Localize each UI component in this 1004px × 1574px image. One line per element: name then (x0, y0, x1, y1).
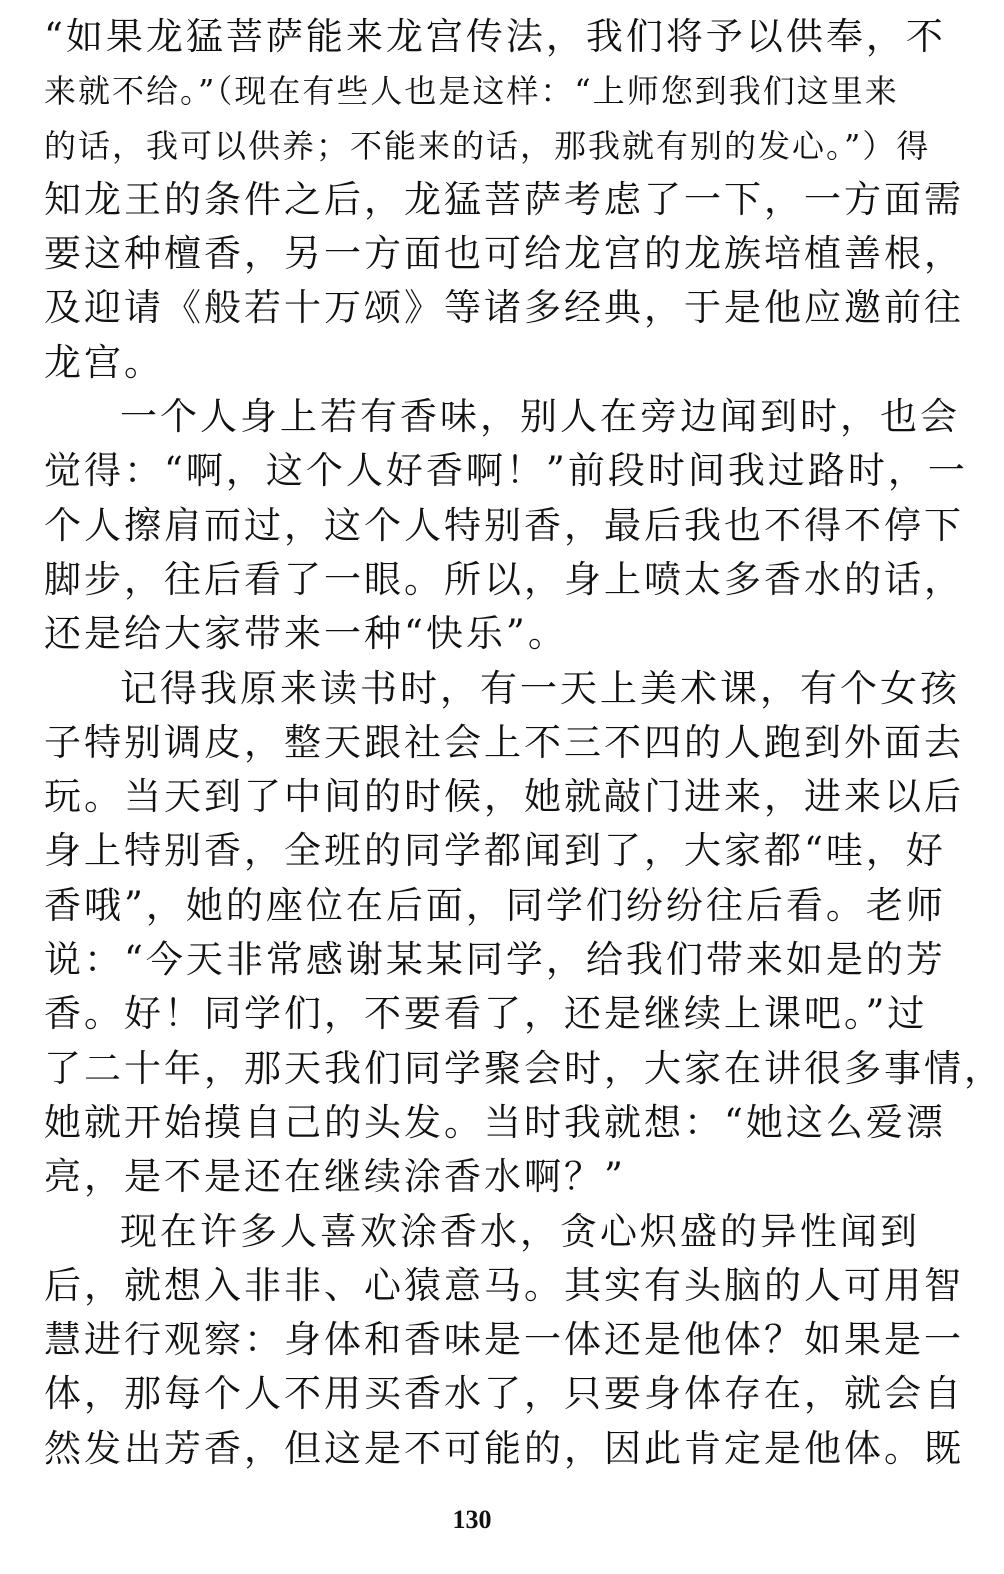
text-line: 亮，是不是还在继续涂香水啊？” (44, 1155, 626, 1199)
text-line: 然发出芳香，但这是不可能的，因此肯定是他体。既 (44, 1426, 964, 1470)
text-line: 说：“今天非常感谢某某同学，给我们带来如是的芳 (44, 938, 946, 982)
text-line: 了二十年，那天我们同学聚会时，大家在讲很多事情， (44, 1046, 1004, 1090)
text-line: 身上特别香，全班的同学都闻到了，大家都“哇，好 (44, 829, 946, 873)
text-line: 的话，我可以供养；不能来的话，那我就有别的发心。”）得 (44, 126, 931, 165)
text-line: 龙宫。 (44, 340, 164, 384)
text-line: 香哦”，她的座位在后面，同学们纷纷往后看。老师 (44, 883, 946, 927)
text-line: 她就开始摸自己的头发。当时我就想：“她这么爱漂 (44, 1100, 946, 1144)
text-line: 体，那每个人不用买香水了，只要身体存在，就会自 (44, 1372, 964, 1416)
text-line: 脚步，往后看了一眼。所以，身上喷太多香水的话， (44, 557, 964, 601)
text-line: 玩。当天到了中间的时候，她就敲门进来，进来以后 (44, 775, 964, 819)
text-line: 还是给大家带来一种“快乐”。 (44, 612, 568, 656)
text-line: 要这种檀香，另一方面也可给龙宫的龙族培植善根， (44, 232, 964, 276)
body-text (44, 10, 1004, 1476)
text-line: 子特别调皮，整天跟社会上不三不四的人跑到外面去 (44, 720, 964, 764)
paragraph-first-line: 一个人身上若有香味，别人在旁边闻到时，也会 (120, 395, 960, 439)
page-number: 130 (452, 1505, 492, 1534)
text-line: 个人擦肩而过，这个人特别香，最后我也不得不停下 (44, 503, 964, 547)
text-line: 知龙王的条件之后，龙猛菩萨考虑了一下，一方面需 (44, 177, 964, 221)
paragraph-first-line: 记得我原来读书时，有一天上美术课，有个女孩 (120, 666, 960, 710)
text-line: 及迎请《般若十万颂》等诸多经典，于是他应邀前往 (44, 286, 964, 330)
paragraph-first-line: 现在许多人喜欢涂香水，贪心炽盛的异性闻到 (120, 1209, 920, 1253)
text-line: 觉得：“啊，这个人好香啊！”前段时间我过路时，一 (44, 449, 968, 493)
text-line: 香。好！同学们，不要看了，还是继续上课吧。”过 (44, 992, 928, 1036)
text-line: 慧进行观察：身体和香味是一体还是他体？如果是一 (44, 1318, 964, 1362)
text-line: “如果龙猛菩萨能来龙宫传法，我们将予以供奉，不 (44, 15, 946, 58)
text-line: 后，就想入非非、心猿意马。其实有头脑的人可用智 (44, 1263, 964, 1307)
text-line: 来就不给。”（现在有些人也是这样：“上师您到我们这里来 (44, 72, 899, 111)
